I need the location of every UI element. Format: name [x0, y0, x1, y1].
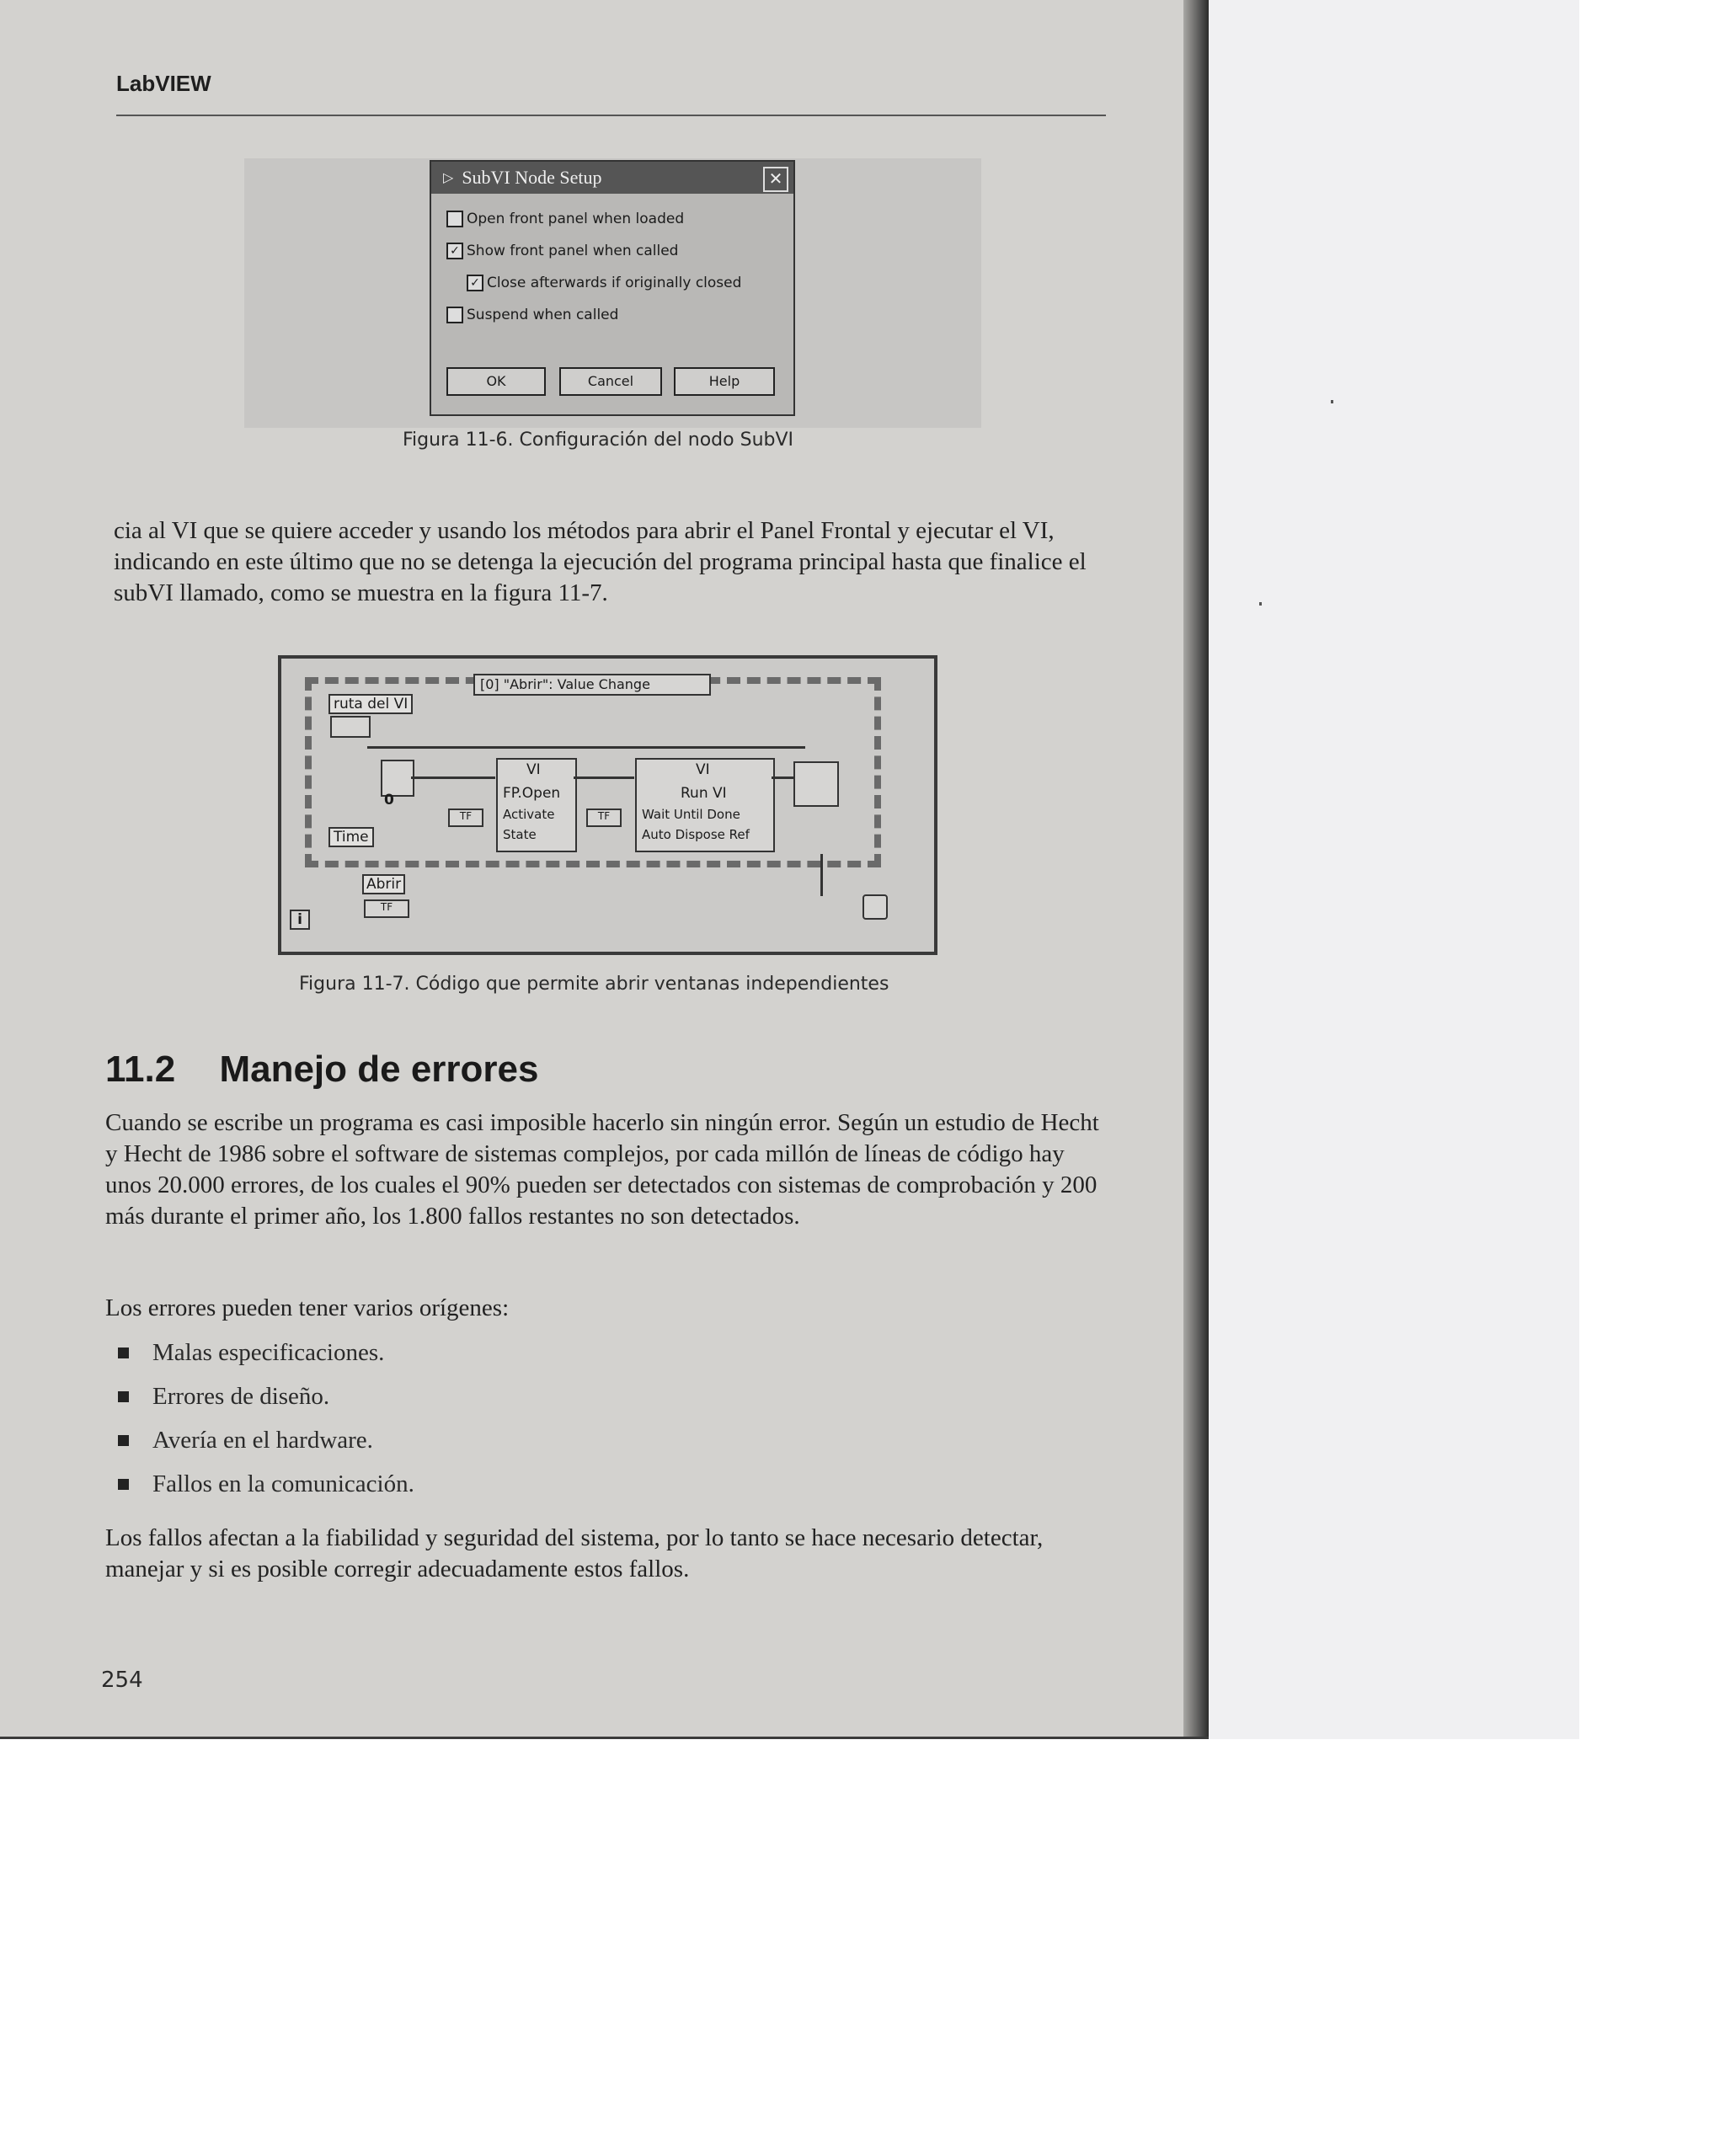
checkbox-open-front-panel[interactable]: [446, 211, 463, 227]
section-heading: [105, 1049, 538, 1091]
running-head: LabVIEW: [116, 71, 211, 96]
list-item-text: Avería en el hardware.: [152, 1427, 373, 1454]
square-bullet-icon: [118, 1435, 129, 1446]
page-number: 254: [101, 1668, 143, 1693]
bullet-list: [118, 1331, 414, 1506]
bool-constant-2: TF: [586, 808, 622, 827]
adjacent-blank-paper: [1209, 0, 1579, 1739]
list-item: [118, 1418, 414, 1462]
option-close-afterwards[interactable]: [467, 275, 741, 291]
cancel-button[interactable]: Cancel: [559, 367, 662, 396]
checkbox-show-front-panel[interactable]: ✓: [446, 243, 463, 259]
list-item-text: Errores de diseño.: [152, 1383, 330, 1410]
dust-speck: [1259, 602, 1262, 606]
option-label: Open front panel when loaded: [467, 211, 685, 227]
dialog-title-bar: [431, 162, 793, 194]
section-title: Manejo de errores: [219, 1049, 539, 1090]
dialog-title: SubVI Node Setup: [462, 167, 602, 188]
triangle-icon: ▷: [443, 171, 454, 185]
reference-wire: [574, 776, 634, 779]
page-binding-shadow: [1183, 0, 1209, 1739]
list-item-text: Malas especificaciones.: [152, 1339, 385, 1366]
node-name: Run VI: [681, 785, 727, 802]
list-item: [118, 1374, 414, 1418]
event-selector-label: [0] "Abrir": Value Change: [480, 676, 650, 692]
section-number: 11.2: [105, 1049, 176, 1090]
paragraph-2: Cuando se escribe un programa es casi imposible hacerlo sin ningún error. Según un estudio de Hecht y Hecht de 1986 sobre el software de sistemas complejos, por cada millón de líneas de código hay unos 20.000 errores, de los cuales el 90% pueden ser detectados con sistemas de comprobación y 200 más durante el primer año, los 1.800 fallos restantes no son detectados.: [105, 1109, 1099, 1230]
option-open-front-panel[interactable]: [446, 211, 684, 227]
loop-iteration-terminal: i: [290, 910, 310, 930]
path-terminal: [330, 716, 371, 738]
page-bottom-edge: [0, 1737, 1209, 1739]
header-rule: [116, 115, 1106, 116]
time-label: Time: [328, 827, 374, 847]
checkbox-suspend[interactable]: [446, 307, 463, 323]
option-label: Close afterwards if originally closed: [487, 275, 742, 291]
node-prop-auto-dispose: Auto Dispose Ref: [642, 827, 750, 842]
checkbox-close-afterwards[interactable]: ✓: [467, 275, 483, 291]
node-prop-state: State: [503, 827, 537, 842]
figure-11-7-block-diagram: [278, 655, 937, 955]
property-node-fp-open: [496, 758, 577, 852]
stop-wire: [820, 854, 823, 896]
list-item: [118, 1462, 414, 1506]
reference-wire: [772, 776, 793, 779]
abrir-boolean-terminal: TF: [364, 899, 409, 918]
event-selector[interactable]: [473, 674, 711, 696]
reference-wire: [411, 776, 495, 779]
node-prop-activate: Activate: [503, 807, 555, 822]
ok-button[interactable]: OK: [446, 367, 546, 396]
reference-wire: [367, 746, 805, 749]
option-suspend-when-called[interactable]: [446, 307, 618, 323]
close-icon[interactable]: ✕: [763, 167, 788, 192]
square-bullet-icon: [118, 1391, 129, 1402]
node-header: VI: [526, 761, 541, 778]
subvi-node-setup-dialog: [430, 160, 795, 416]
paragraph-4: Los fallos afectan a la fiabilidad y seguridad del sistema, por lo tanto se hace necesario detectar, manejar y si es posible corregir adecuadamente estos fallos.: [105, 1524, 1044, 1582]
path-control-label: ruta del VI: [328, 694, 413, 714]
bool-constant-1: TF: [448, 808, 483, 827]
option-show-front-panel[interactable]: [446, 243, 678, 259]
node-prop-wait: Wait Until Done: [642, 807, 740, 822]
close-reference-icon: [793, 761, 839, 807]
list-item-text: Fallos en la comunicación.: [152, 1470, 414, 1497]
invoke-node-run-vi: [635, 758, 775, 852]
paragraph-3: Los errores pueden tener varios orígenes:: [105, 1294, 510, 1321]
figure-11-6-caption: Figura 11-6. Configuración del nodo SubVI: [403, 430, 794, 451]
abrir-label: Abrir: [362, 874, 405, 894]
dust-speck: [1331, 400, 1333, 403]
list-item: [118, 1331, 414, 1374]
zero-constant: 0: [384, 792, 394, 808]
stop-icon: [862, 894, 888, 920]
node-name: FP.Open: [503, 785, 561, 802]
help-button[interactable]: Help: [674, 367, 775, 396]
option-label: Show front panel when called: [467, 243, 679, 259]
square-bullet-icon: [118, 1348, 129, 1358]
figure-11-7-caption: Figura 11-7. Código que permite abrir ventanas independientes: [299, 974, 889, 995]
square-bullet-icon: [118, 1479, 129, 1490]
paragraph-1: cia al VI que se quiere acceder y usando los métodos para abrir el Panel Frontal y ejecutar el VI, indicando en este último que no se detenga la ejecución del programa principal hasta que finalice el subVI llamado, como se muestra en la figura 11-7.: [114, 517, 1087, 606]
option-label: Suspend when called: [467, 307, 619, 323]
node-header: VI: [696, 761, 710, 778]
